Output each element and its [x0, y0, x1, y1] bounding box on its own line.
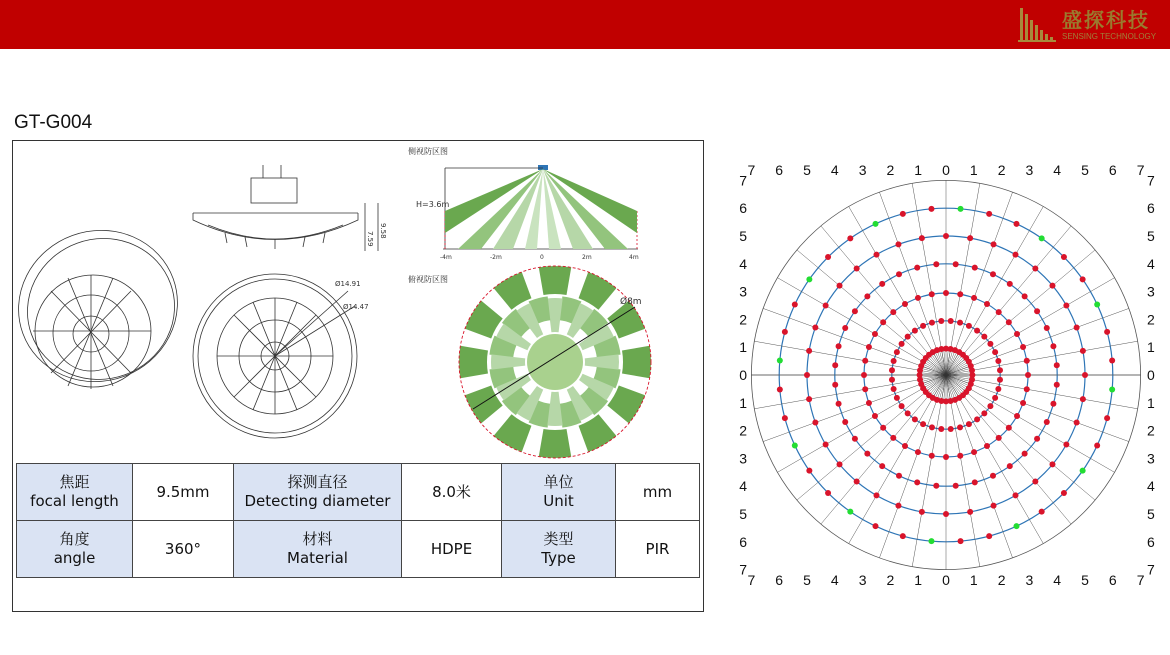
- detection-point: [804, 372, 810, 378]
- detection-point: [957, 453, 963, 459]
- detection-point: [986, 211, 992, 217]
- right-axis-label: 6: [1147, 200, 1155, 217]
- lens-perspective-view: [13, 208, 199, 404]
- detection-point: [972, 479, 978, 485]
- top-view-title: 俯视防区图: [408, 275, 448, 284]
- detection-point: [929, 424, 935, 430]
- detection-point: [782, 415, 788, 421]
- detection-point: [971, 295, 977, 301]
- top-axis-label: 2: [997, 162, 1006, 178]
- coverage-diameter-label: Ø8m: [620, 297, 642, 307]
- detection-point: [861, 372, 867, 378]
- detection-point: [971, 449, 977, 455]
- detection-point: [842, 325, 848, 331]
- coverage-zone-outer: [465, 301, 503, 339]
- top-axis-label: 6: [775, 162, 784, 178]
- detection-point: [854, 478, 860, 484]
- detection-point: [1104, 329, 1110, 335]
- coverage-zone-middle: [585, 354, 619, 369]
- detection-point: [836, 343, 842, 349]
- left-axis-label: 2: [739, 422, 747, 439]
- detection-point: [854, 266, 860, 272]
- detection-point: [837, 461, 843, 467]
- spec-key-cell: 探测直径 Detecting diameter: [234, 464, 402, 521]
- detection-point: [958, 206, 964, 212]
- detection-point: [891, 386, 897, 392]
- detection-point: [991, 241, 997, 247]
- detection-point: [912, 328, 918, 334]
- detection-point: [920, 323, 926, 329]
- detection-point: [990, 271, 996, 277]
- detection-point: [1074, 420, 1080, 426]
- bottom-axis-label: 7: [747, 572, 756, 588]
- detection-point: [866, 344, 872, 350]
- right-axis-label: 4: [1147, 255, 1155, 272]
- detection-point: [1032, 478, 1038, 484]
- top-axis-label: 3: [1025, 162, 1034, 178]
- coverage-zone-outer: [494, 272, 532, 310]
- detection-point: [987, 403, 993, 409]
- detection-point: [1109, 387, 1115, 393]
- detection-point: [992, 395, 998, 401]
- logo-mark-icon: [1018, 4, 1058, 44]
- left-axis-label: 3: [739, 283, 747, 300]
- detection-point: [943, 454, 949, 460]
- detection-point: [948, 426, 954, 432]
- lens-drawings: [13, 141, 703, 461]
- detection-point: [777, 387, 783, 393]
- top-axis-label: 6: [1108, 162, 1117, 178]
- coverage-zone-outer: [459, 346, 488, 378]
- detection-point: [847, 235, 853, 241]
- detection-point: [899, 341, 905, 347]
- bottom-axis-label: 1: [914, 572, 923, 588]
- x-tick-3: 2m: [582, 254, 592, 261]
- sensor-icon: [538, 165, 548, 170]
- detection-point: [1013, 252, 1019, 258]
- detection-point: [948, 318, 954, 324]
- detection-point: [891, 358, 897, 364]
- top-axis-label: 0: [942, 162, 950, 178]
- detection-point: [1034, 436, 1040, 442]
- detection-point: [847, 509, 853, 515]
- top-coverage-diagram: [459, 266, 651, 458]
- detection-point: [895, 241, 901, 247]
- detection-point: [1080, 276, 1086, 282]
- detection-point: [1049, 461, 1055, 467]
- detection-point: [929, 453, 935, 459]
- detection-point: [806, 276, 812, 282]
- detection-point: [1094, 302, 1100, 308]
- detection-point: [900, 211, 906, 217]
- left-axis-label: 1: [739, 394, 747, 411]
- detection-point: [1022, 293, 1028, 299]
- detection-point: [1050, 343, 1056, 349]
- lens-top-view: [193, 274, 357, 438]
- coverage-zone-outer: [579, 272, 617, 310]
- right-axis-label: 7: [1147, 561, 1155, 578]
- coverage-zone-outer: [579, 414, 617, 452]
- detection-point: [1013, 523, 1019, 529]
- bottom-axis-label: 6: [775, 572, 784, 588]
- detection-point: [987, 341, 993, 347]
- detection-point: [953, 261, 959, 267]
- spec-table: [16, 463, 700, 578]
- right-axis-label: 1: [1147, 394, 1155, 411]
- detection-point: [862, 358, 868, 364]
- detection-point: [896, 271, 902, 277]
- x-tick-2: 0: [540, 254, 544, 261]
- detection-point: [777, 357, 783, 363]
- detection-point: [972, 265, 978, 271]
- detection-point: [1013, 492, 1019, 498]
- x-tick-0: -4m: [440, 254, 452, 261]
- detection-point: [1020, 344, 1026, 350]
- left-axis-label: 1: [739, 339, 747, 356]
- detection-point: [1080, 468, 1086, 474]
- detection-point: [957, 424, 963, 430]
- detection-point: [966, 323, 972, 329]
- detection-point: [889, 377, 895, 383]
- detection-point: [894, 395, 900, 401]
- detection-point: [1063, 442, 1069, 448]
- detection-point: [1054, 382, 1060, 388]
- detection-point: [812, 324, 818, 330]
- coverage-zone-middle: [491, 354, 525, 369]
- detection-point: [1061, 490, 1067, 496]
- detection-point: [984, 443, 990, 449]
- detection-point: [1054, 362, 1060, 368]
- detection-point: [967, 235, 973, 241]
- detection-point: [912, 416, 918, 422]
- polar-detection-diagram: [730, 158, 1170, 594]
- detection-point: [889, 367, 895, 373]
- bottom-axis-label: 6: [1108, 572, 1117, 588]
- detection-point: [837, 283, 843, 289]
- detection-point: [929, 320, 935, 326]
- detection-point: [823, 303, 829, 309]
- right-axis-label: 6: [1147, 533, 1155, 550]
- detection-point: [981, 334, 987, 340]
- detection-point: [1013, 221, 1019, 227]
- left-axis-label: 5: [739, 228, 747, 244]
- logo-chinese-text: 盛探科技: [1062, 8, 1150, 32]
- detection-point: [862, 386, 868, 392]
- detection-point: [943, 290, 949, 296]
- bottom-axis-label: 3: [858, 572, 867, 588]
- detection-point: [1006, 425, 1012, 431]
- dim-height-2: 9.58: [379, 223, 387, 239]
- detection-point: [825, 254, 831, 260]
- left-axis-label: 6: [739, 533, 747, 550]
- right-axis-label: 4: [1147, 478, 1155, 495]
- coverage-zone-center: [527, 334, 583, 390]
- detection-point: [919, 509, 925, 515]
- detection-point: [812, 420, 818, 426]
- detection-point: [806, 348, 812, 354]
- detection-point: [864, 293, 870, 299]
- detection-point: [873, 523, 879, 529]
- bottom-axis-label: 1: [969, 572, 978, 588]
- top-axis-label: 4: [830, 162, 839, 178]
- detection-point: [974, 416, 980, 422]
- lens-side-view: [193, 165, 378, 251]
- left-axis-label: 5: [739, 506, 747, 522]
- detection-point: [1049, 283, 1055, 289]
- dim-diameter-outer: Ø14.47: [343, 303, 369, 311]
- bottom-axis-label: 4: [830, 572, 839, 588]
- detection-point: [928, 206, 934, 212]
- detection-point: [919, 235, 925, 241]
- top-axis-label: 7: [747, 162, 756, 178]
- detection-point: [1082, 372, 1088, 378]
- logo-english-text: SENSING TECHNOLOGY: [1062, 32, 1157, 41]
- detection-point: [1050, 401, 1056, 407]
- x-tick-1: -2m: [490, 254, 502, 261]
- coverage-zone-outer: [539, 429, 571, 458]
- detection-point: [1104, 415, 1110, 421]
- detection-point: [902, 443, 908, 449]
- detection-point: [943, 511, 949, 517]
- right-axis-label: 3: [1147, 283, 1155, 300]
- detection-point: [874, 492, 880, 498]
- detection-point: [995, 386, 1001, 392]
- detection-point: [958, 538, 964, 544]
- detection-point: [920, 421, 926, 427]
- detection-point: [966, 421, 972, 427]
- side-coverage-diagram: [443, 165, 638, 251]
- detection-point: [1039, 509, 1045, 515]
- detection-point: [1024, 358, 1030, 364]
- coverage-zone-outer: [622, 346, 651, 378]
- detection-point: [1109, 357, 1115, 363]
- dim-height-1: 7.59: [366, 231, 374, 247]
- detection-point: [991, 503, 997, 509]
- detection-point: [1080, 396, 1086, 402]
- detection-point: [1094, 442, 1100, 448]
- detection-point: [1063, 303, 1069, 309]
- detection-point: [873, 221, 879, 227]
- left-axis-label: 0: [739, 367, 747, 383]
- spec-key-cell: 材料 Material: [234, 521, 402, 578]
- detection-point: [1044, 325, 1050, 331]
- top-axis-label: 5: [1081, 162, 1089, 178]
- spec-value-cell: PIR: [616, 521, 700, 578]
- top-axis-label: 2: [886, 162, 895, 178]
- detection-point: [1014, 413, 1020, 419]
- coverage-zone-outer: [539, 266, 571, 295]
- detection-point: [905, 410, 911, 416]
- bottom-axis-label: 5: [1081, 572, 1089, 588]
- coverage-zone-outer: [494, 414, 532, 452]
- detection-point: [1044, 419, 1050, 425]
- detection-point: [852, 436, 858, 442]
- bottom-axis-label: 3: [1025, 572, 1034, 588]
- detection-point: [852, 308, 858, 314]
- detection-point: [957, 291, 963, 297]
- detection-point: [872, 413, 878, 419]
- detection-point: [899, 403, 905, 409]
- detection-point: [792, 442, 798, 448]
- right-axis-label: 2: [1147, 422, 1155, 439]
- detection-point: [1074, 324, 1080, 330]
- mount-height-label: H=3.6m: [416, 200, 450, 209]
- detection-point: [879, 463, 885, 469]
- detection-point: [880, 425, 886, 431]
- spec-value-cell: HDPE: [402, 521, 502, 578]
- spec-value-cell: mm: [616, 464, 700, 521]
- detection-point: [823, 442, 829, 448]
- detection-point: [880, 319, 886, 325]
- detection-point: [806, 396, 812, 402]
- detection-point: [1061, 254, 1067, 260]
- top-axis-label: 7: [1136, 162, 1145, 178]
- detection-point: [832, 382, 838, 388]
- detection-point: [1022, 451, 1028, 457]
- table-row: [17, 521, 700, 578]
- detection-point: [896, 473, 902, 479]
- top-axis-label: 3: [858, 162, 867, 178]
- detection-point: [914, 479, 920, 485]
- bottom-axis-label: 7: [1136, 572, 1145, 588]
- detection-point: [990, 473, 996, 479]
- detection-point: [933, 261, 939, 267]
- dim-diameter-inner: Ø14.91: [335, 280, 361, 288]
- bottom-axis-label: 2: [886, 572, 895, 588]
- detection-point: [894, 349, 900, 355]
- left-axis-label: 6: [739, 200, 747, 217]
- detection-point: [1007, 281, 1013, 287]
- detection-point: [986, 533, 992, 539]
- detection-point: [836, 401, 842, 407]
- detection-point: [997, 367, 1003, 373]
- spec-key-cell: 角度 angle: [17, 521, 133, 578]
- detection-point: [995, 358, 1001, 364]
- detection-point: [1034, 308, 1040, 314]
- spec-key-cell: 单位 Unit: [502, 464, 616, 521]
- detection-point: [915, 295, 921, 301]
- detection-point: [915, 449, 921, 455]
- detection-point: [895, 503, 901, 509]
- detection-point: [890, 309, 896, 315]
- table-row: [17, 464, 700, 521]
- left-axis-label: 3: [739, 450, 747, 467]
- detection-point: [943, 233, 949, 239]
- x-tick-4: 4m: [629, 254, 639, 261]
- detection-point: [928, 538, 934, 544]
- detection-point: [890, 435, 896, 441]
- detection-point: [874, 252, 880, 258]
- detection-point: [866, 400, 872, 406]
- detection-point: [879, 281, 885, 287]
- detection-point: [981, 410, 987, 416]
- top-axis-label: 1: [914, 162, 923, 178]
- product-model-title: GT-G004: [14, 112, 93, 133]
- left-axis-label: 4: [739, 478, 747, 495]
- detection-point: [782, 329, 788, 335]
- coverage-zone-outer: [607, 386, 645, 424]
- spec-value-cell: 8.0米: [402, 464, 502, 521]
- detection-point: [997, 377, 1003, 383]
- detection-point: [1032, 266, 1038, 272]
- detection-point: [992, 349, 998, 355]
- detection-point: [1006, 319, 1012, 325]
- left-axis-label: 2: [739, 311, 747, 328]
- side-view-title: 侧视防区图: [408, 147, 448, 156]
- coverage-zone-middle: [547, 392, 562, 426]
- detection-point: [967, 509, 973, 515]
- top-axis-label: 5: [803, 162, 811, 178]
- detection-point: [1007, 463, 1013, 469]
- detection-point: [1014, 331, 1020, 337]
- detection-point: [969, 367, 975, 373]
- right-axis-label: 1: [1147, 339, 1155, 356]
- detection-point: [1025, 372, 1031, 378]
- detection-point: [996, 435, 1002, 441]
- company-logo: [1018, 3, 1166, 45]
- detection-point: [872, 331, 878, 337]
- top-axis-label: 1: [969, 162, 978, 178]
- right-axis-label: 5: [1147, 506, 1155, 522]
- right-axis-label: 0: [1147, 367, 1155, 383]
- detection-point: [957, 320, 963, 326]
- left-axis-label: 4: [739, 255, 747, 272]
- spec-value-cell: 9.5mm: [133, 464, 234, 521]
- right-axis-label: 2: [1147, 311, 1155, 328]
- right-axis-label: 7: [1147, 172, 1155, 189]
- detection-point: [842, 419, 848, 425]
- spec-value-cell: 360°: [133, 521, 234, 578]
- detection-point: [902, 301, 908, 307]
- detection-point: [996, 309, 1002, 315]
- bottom-axis-label: 0: [942, 572, 950, 588]
- detection-point: [1080, 348, 1086, 354]
- detection-point: [792, 302, 798, 308]
- detection-point: [974, 328, 980, 334]
- bottom-axis-label: 2: [997, 572, 1006, 588]
- right-axis-label: 5: [1147, 228, 1155, 244]
- detection-point: [914, 265, 920, 271]
- detection-point: [1039, 235, 1045, 241]
- spec-key-cell: 焦距 focal length: [17, 464, 133, 521]
- detection-point: [1020, 400, 1026, 406]
- left-axis-label: 7: [739, 172, 747, 189]
- right-axis-label: 3: [1147, 450, 1155, 467]
- detection-point: [984, 301, 990, 307]
- detection-point: [864, 451, 870, 457]
- detection-point: [933, 483, 939, 489]
- left-axis-label: 7: [739, 561, 747, 578]
- detection-point: [832, 362, 838, 368]
- top-axis-label: 4: [1053, 162, 1062, 178]
- spec-key-cell: 类型 Type: [502, 521, 616, 578]
- bottom-axis-label: 5: [803, 572, 811, 588]
- detection-point: [905, 334, 911, 340]
- header-bar: [0, 0, 1170, 49]
- detection-point: [806, 468, 812, 474]
- detection-point: [953, 483, 959, 489]
- bottom-axis-label: 4: [1053, 572, 1062, 588]
- detection-point: [929, 291, 935, 297]
- detection-point: [900, 533, 906, 539]
- detection-point: [938, 426, 944, 432]
- coverage-zone-outer: [465, 386, 503, 424]
- detection-point: [938, 318, 944, 324]
- detection-point: [1024, 386, 1030, 392]
- detection-point: [825, 490, 831, 496]
